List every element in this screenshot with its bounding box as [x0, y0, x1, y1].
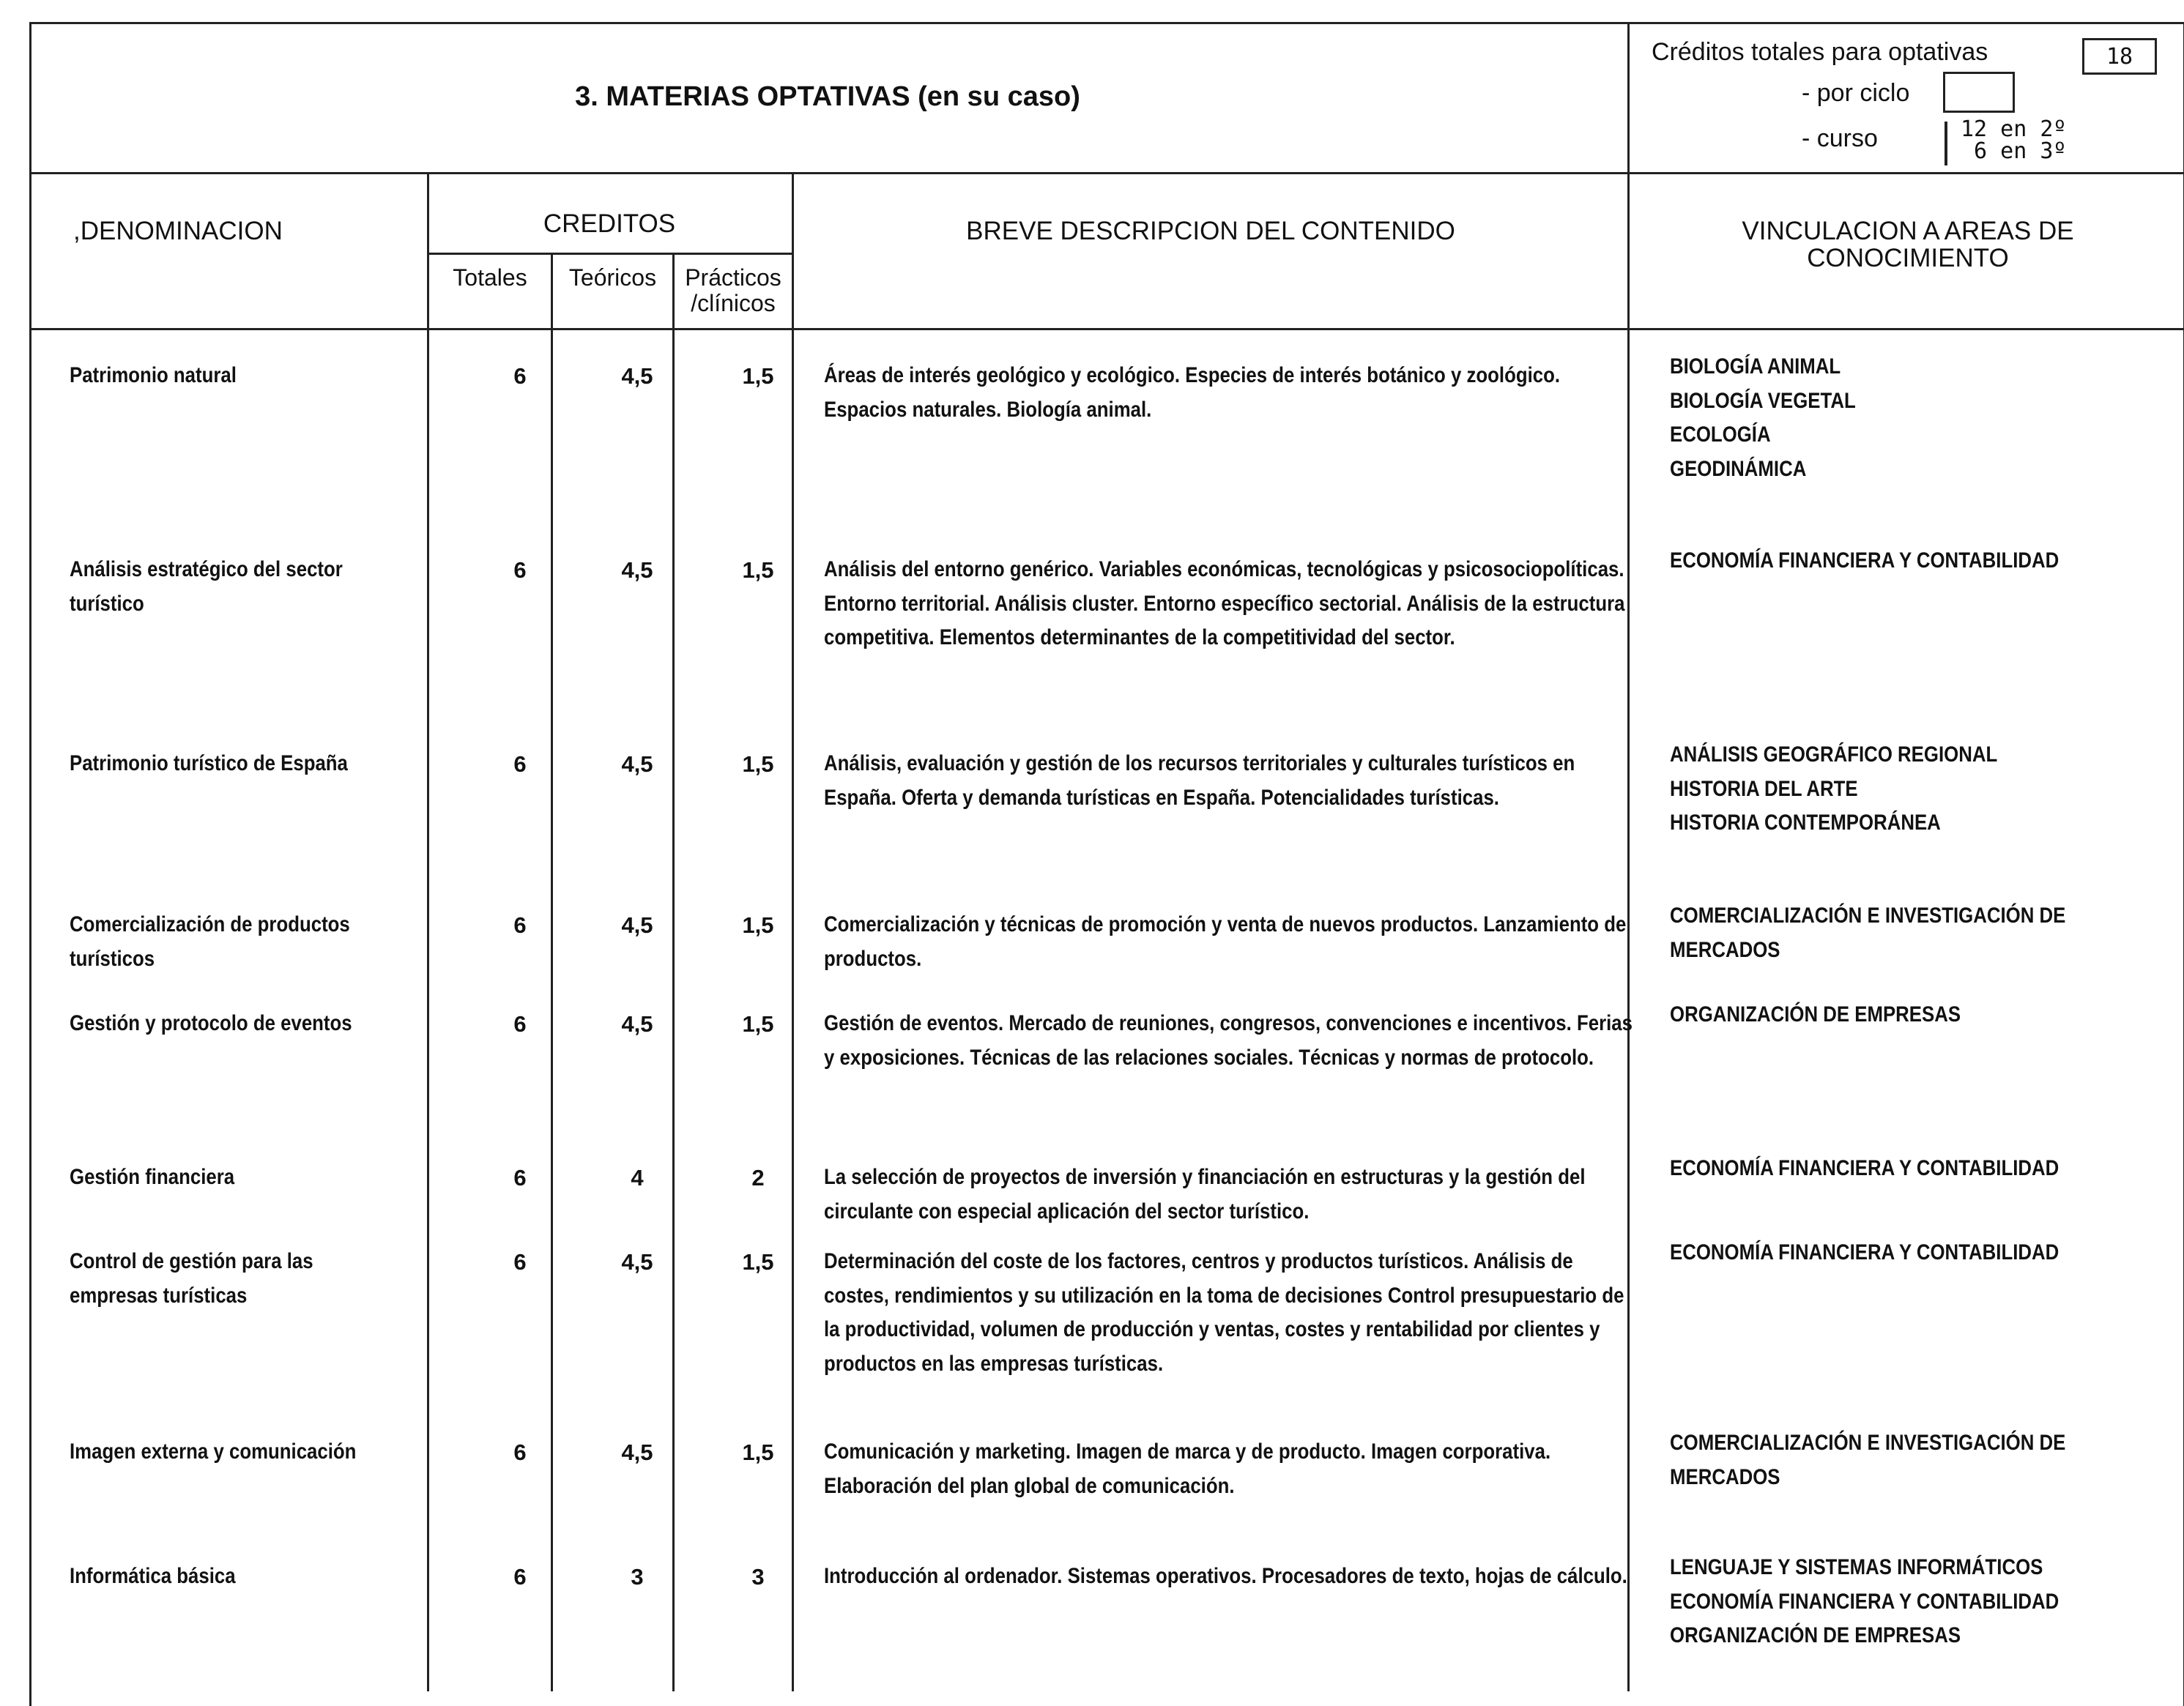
creditos-subheader-divider — [427, 253, 792, 255]
knowledge-areas — [1670, 899, 2161, 967]
credits-practicos: 1,5 — [742, 363, 774, 389]
subject-description: Análisis del entorno genérico. Variables económicas, tecnológicas y psicosociopolíticas. Entorno territorial. Análisis cluster. Entorno específico sectorial. Análisis de la estructura competitiva. Elementos determinantes de la competitividad del sector. — [824, 557, 1625, 649]
credits-teoricos: 4,5 — [621, 751, 653, 777]
subject-name: Imagen externa y comunicación — [70, 1439, 357, 1464]
knowledge-area: COMERCIALIZACIÓN E INVESTIGACIÓN DE — [1670, 1431, 2066, 1455]
knowledge-area: ECONOMÍA FINANCIERA Y CONTABILIDAD — [1670, 1589, 2059, 1614]
col-creditos: CREDITOS — [543, 209, 676, 238]
subject-description: Comercialización y técnicas de promoción y venta de nuevos productos. Lanzamiento de productos. — [824, 912, 1627, 971]
credits-totales: 6 — [513, 1439, 527, 1465]
credits-totales: 6 — [513, 1249, 527, 1275]
credits-teoricos: 4,5 — [621, 1249, 653, 1275]
credits-totales: 6 — [513, 912, 527, 938]
credits-total-box — [2082, 38, 2157, 75]
knowledge-areas — [1670, 544, 2161, 578]
column-header-divider — [29, 328, 2184, 330]
knowledge-area: ECOLOGÍA — [1670, 422, 1771, 447]
divider-totales — [551, 253, 553, 1691]
curso-line-1: 12 en 2º — [1961, 116, 2067, 142]
curso-label: - curso — [1802, 124, 1878, 152]
col-teoricos: Teóricos — [568, 264, 657, 291]
subject-description: Áreas de interés geológico y ecológico. Especies de interés botánico y zoológico. Espacios naturales. Biología animal. — [824, 363, 1561, 422]
subject-description: Gestión de eventos. Mercado de reuniones, congresos, convenciones e incentivos. Ferias y exposiciones. Técnicas de las relaciones sociales. Técnicas y normas de protocolo. — [824, 1011, 1633, 1070]
credits-practicos: 1,5 — [742, 1249, 774, 1275]
curso-line-2: 6 en 3º — [1961, 138, 2067, 164]
por-ciclo-box — [1943, 72, 2015, 113]
credits-practicos: 1,5 — [742, 557, 774, 583]
knowledge-area: MERCADOS — [1670, 1464, 1780, 1489]
knowledge-area: ORGANIZACIÓN DE EMPRESAS — [1670, 1623, 1961, 1647]
knowledge-area: ECONOMÍA FINANCIERA Y CONTABILIDAD — [1670, 1240, 2059, 1264]
subject-name: Gestión y protocolo de eventos — [70, 1011, 352, 1035]
subject-name: Patrimonio turístico de España — [70, 751, 348, 775]
credits-teoricos: 4 — [631, 1165, 644, 1191]
divider-denominacion — [427, 172, 429, 1691]
knowledge-areas — [1670, 1426, 2161, 1494]
divider-practicos — [792, 172, 794, 1691]
subject-name: Análisis estratégico del sector turístico — [70, 557, 343, 616]
col-totales: Totales — [453, 264, 527, 291]
subject-description: Comunicación y marketing. Imagen de marca y de producto. Imagen corporativa. Elaboración del plan global de comunicación. — [824, 1439, 1551, 1498]
credits-teoricos: 4,5 — [621, 1439, 653, 1465]
credits-teoricos: 4,5 — [621, 557, 653, 583]
knowledge-area: GEODINÁMICA — [1670, 456, 1807, 481]
credits-totales: 6 — [513, 363, 527, 389]
subject-description: Análisis, evaluación y gestión de los recursos territoriales y culturales turísticos en España. Oferta y demanda turísticas en España. Potencialidades turísticas. — [824, 751, 1575, 810]
credits-totales: 6 — [513, 751, 527, 777]
credits-practicos: 1,5 — [742, 1011, 774, 1037]
credits-totales: 6 — [513, 1564, 527, 1590]
subject-name: Gestión financiera — [70, 1165, 235, 1189]
knowledge-area: ORGANIZACIÓN DE EMPRESAS — [1670, 1002, 1961, 1027]
knowledge-area: BIOLOGÍA VEGETAL — [1670, 388, 1856, 413]
col-practicos-line-1: Prácticos — [685, 264, 781, 291]
knowledge-area: ECONOMÍA FINANCIERA Y CONTABILIDAD — [1670, 1156, 2059, 1180]
knowledge-area: MERCADOS — [1670, 937, 1780, 962]
credits-practicos: 3 — [751, 1564, 765, 1590]
credits-teoricos: 4,5 — [621, 363, 653, 389]
subject-description: Introducción al ordenador. Sistemas operativos. Procesadores de texto, hojas de cálculo. — [824, 1564, 1627, 1588]
knowledge-areas — [1670, 998, 2161, 1032]
curso-bracket — [1945, 122, 1947, 165]
knowledge-area: HISTORIA DEL ARTE — [1670, 776, 1858, 801]
subject-name: Control de gestión para las empresas turísticas — [70, 1249, 313, 1308]
subject-name: Patrimonio natural — [70, 363, 237, 387]
knowledge-area: ANÁLISIS GEOGRÁFICO REGIONAL — [1670, 742, 1998, 767]
credits-panel — [1630, 22, 2184, 172]
knowledge-areas — [1670, 350, 2161, 486]
credits-totales: 6 — [513, 1165, 527, 1191]
credits-practicos: 1,5 — [742, 751, 774, 777]
knowledge-areas — [1670, 738, 2161, 841]
col-practicos — [675, 265, 792, 316]
credits-teoricos: 4,5 — [621, 1011, 653, 1037]
credits-totales: 6 — [513, 1011, 527, 1037]
col-vinculacion — [1630, 218, 2184, 272]
credits-practicos: 2 — [751, 1165, 765, 1191]
credits-practicos: 1,5 — [742, 912, 774, 938]
credits-teoricos: 4,5 — [621, 912, 653, 938]
knowledge-area: COMERCIALIZACIÓN E INVESTIGACIÓN DE — [1670, 904, 2066, 928]
subject-description: Determinación del coste de los factores, centros y productos turísticos. Análisis de costes, rendimientos y su utilización en la toma de decisiones Control presupuestario de la productividad, volumen de producción y ventas, costes y rentabilidad por clientes y productos en las empresas turísticas. — [824, 1249, 1624, 1376]
credits-totales: 6 — [513, 557, 527, 583]
col-practicos-line-2: /clínicos — [691, 289, 776, 316]
knowledge-area: HISTORIA CONTEMPORÁNEA — [1670, 811, 1941, 835]
knowledge-areas — [1670, 1152, 2161, 1186]
knowledge-area: LENGUAJE Y SISTEMAS INFORMÁTICOS — [1670, 1555, 2043, 1579]
col-vinculacion-line-1: VINCULACION A AREAS DE — [1742, 217, 2074, 245]
credits-practicos: 1,5 — [742, 1439, 774, 1465]
knowledge-areas — [1670, 1551, 2161, 1653]
credits-total-label: Créditos totales para optativas — [1652, 38, 1988, 66]
knowledge-areas — [1670, 1236, 2161, 1270]
credits-total-value: 18 — [2106, 43, 2133, 70]
subject-name: Comercialización de productos turísticos — [70, 912, 350, 971]
curso-values — [1961, 116, 2067, 164]
section-title: 3. MATERIAS OPTATIVAS (en su caso) — [575, 81, 1080, 112]
subject-description: La selección de proyectos de inversión y financiación en estructuras y la gestión del circulante con especial aplicación del sector turístico. — [824, 1165, 1586, 1223]
credits-teoricos: 3 — [631, 1564, 644, 1590]
col-descripcion: BREVE DESCRIPCION DEL CONTENIDO — [966, 217, 1455, 245]
knowledge-area: BIOLOGÍA ANIMAL — [1670, 354, 1841, 379]
col-vinculacion-line-2: CONOCIMIENTO — [1807, 243, 2009, 272]
knowledge-area: ECONOMÍA FINANCIERA Y CONTABILIDAD — [1670, 548, 2059, 573]
header-divider — [29, 172, 2184, 174]
subject-name: Informática básica — [70, 1564, 236, 1588]
col-denominacion: ,DENOMINACION — [73, 217, 283, 245]
por-ciclo-label: - por ciclo — [1802, 79, 1910, 107]
divider-teoricos — [672, 253, 675, 1691]
